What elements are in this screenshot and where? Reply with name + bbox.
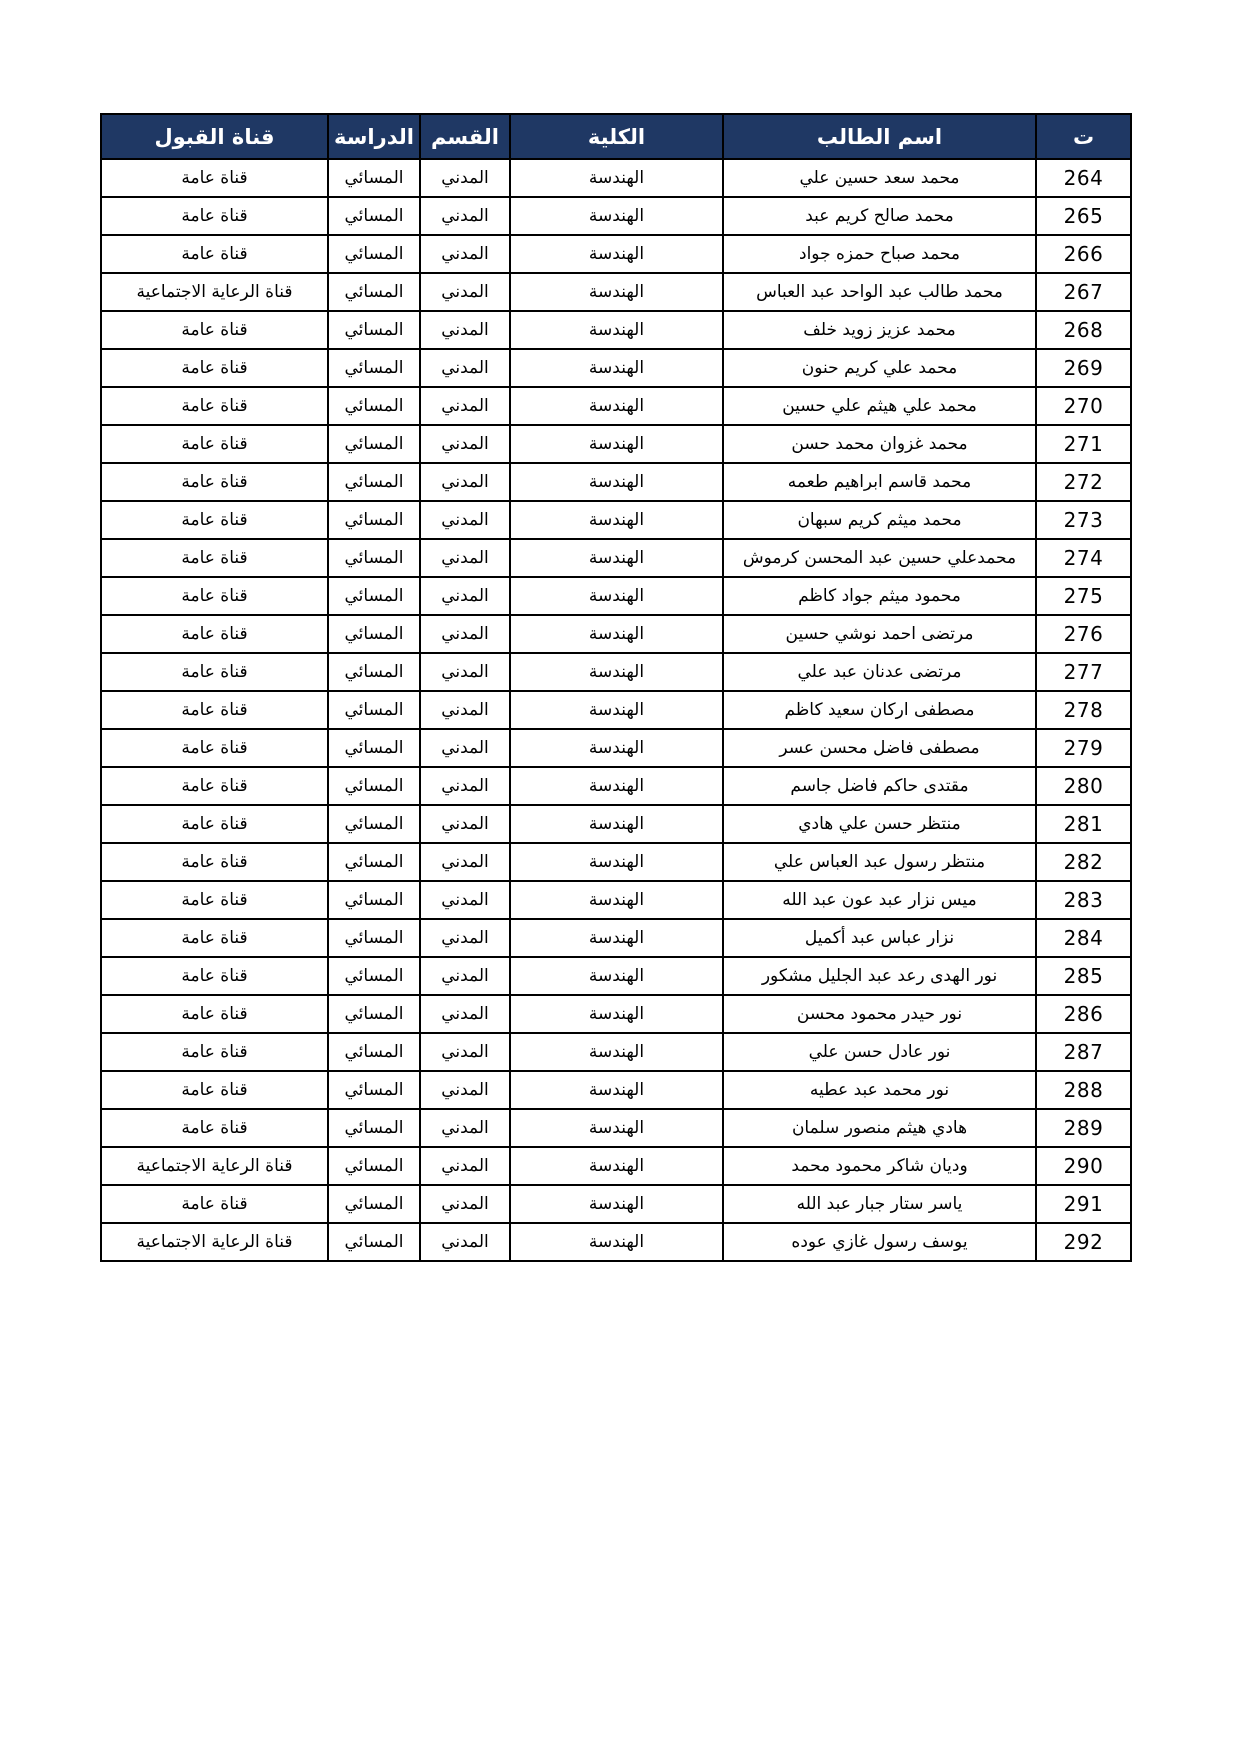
student-name-cell: محمدعلي حسين عبد المحسن كرموش [723, 539, 1036, 577]
table-row [101, 501, 1131, 539]
row-number-cell: 284 [1036, 919, 1131, 957]
department-cell: المدني [420, 1185, 510, 1223]
row-number-cell: 278 [1036, 691, 1131, 729]
college-cell: الهندسة [510, 501, 723, 539]
department-cell: المدني [420, 843, 510, 881]
study-type-cell: المسائي [328, 349, 420, 387]
row-number-cell: 264 [1036, 159, 1131, 197]
admission-channel-cell: قناة عامة [101, 159, 328, 197]
student-name-cell: محمد علي هيثم علي حسين [723, 387, 1036, 425]
study-type-cell: المسائي [328, 273, 420, 311]
admission-channel-cell: قناة عامة [101, 387, 328, 425]
department-cell: المدني [420, 691, 510, 729]
admission-channel-cell: قناة الرعاية الاجتماعية [101, 1147, 328, 1185]
admission-channel-cell: قناة عامة [101, 463, 328, 501]
table-row [101, 159, 1131, 197]
admission-channel-cell: قناة عامة [101, 843, 328, 881]
table-row [101, 729, 1131, 767]
row-number-cell: 271 [1036, 425, 1131, 463]
department-cell: المدني [420, 1071, 510, 1109]
study-type-cell: المسائي [328, 615, 420, 653]
department-cell: المدني [420, 919, 510, 957]
college-cell: الهندسة [510, 1223, 723, 1261]
student-name-cell: منتظر رسول عبد العباس علي [723, 843, 1036, 881]
department-cell: المدني [420, 653, 510, 691]
department-cell: المدني [420, 615, 510, 653]
department-cell: المدني [420, 767, 510, 805]
student-name-cell: محمد صالح كريم عبد [723, 197, 1036, 235]
student-name-cell: نور الهدى رعد عبد الجليل مشكور [723, 957, 1036, 995]
column-header-college: الكلية [510, 114, 723, 159]
college-cell: الهندسة [510, 197, 723, 235]
table-row [101, 957, 1131, 995]
row-number-cell: 289 [1036, 1109, 1131, 1147]
study-type-cell: المسائي [328, 463, 420, 501]
student-name-cell: ياسر ستار جبار عبد الله [723, 1185, 1036, 1223]
row-number-cell: 282 [1036, 843, 1131, 881]
row-number-cell: 279 [1036, 729, 1131, 767]
study-type-cell: المسائي [328, 957, 420, 995]
study-type-cell: المسائي [328, 1071, 420, 1109]
department-cell: المدني [420, 425, 510, 463]
admission-channel-cell: قناة عامة [101, 1033, 328, 1071]
table-row [101, 653, 1131, 691]
admission-channel-cell: قناة عامة [101, 1109, 328, 1147]
department-cell: المدني [420, 539, 510, 577]
college-cell: الهندسة [510, 349, 723, 387]
row-number-cell: 270 [1036, 387, 1131, 425]
student-name-cell: محمد عزيز زويد خلف [723, 311, 1036, 349]
row-number-cell: 288 [1036, 1071, 1131, 1109]
table-row [101, 349, 1131, 387]
department-cell: المدني [420, 995, 510, 1033]
row-number-cell: 283 [1036, 881, 1131, 919]
department-cell: المدني [420, 387, 510, 425]
college-cell: الهندسة [510, 539, 723, 577]
row-number-cell: 277 [1036, 653, 1131, 691]
admission-channel-cell: قناة عامة [101, 729, 328, 767]
study-type-cell: المسائي [328, 159, 420, 197]
row-number-cell: 287 [1036, 1033, 1131, 1071]
study-type-cell: المسائي [328, 311, 420, 349]
admission-channel-cell: قناة عامة [101, 349, 328, 387]
table-row [101, 691, 1131, 729]
admission-channel-cell: قناة عامة [101, 197, 328, 235]
admission-channel-cell: قناة عامة [101, 235, 328, 273]
department-cell: المدني [420, 1109, 510, 1147]
table-row [101, 1185, 1131, 1223]
row-number-cell: 281 [1036, 805, 1131, 843]
student-name-cell: نور حيدر محمود محسن [723, 995, 1036, 1033]
student-name-cell: محمود ميثم جواد كاظم [723, 577, 1036, 615]
department-cell: المدني [420, 957, 510, 995]
study-type-cell: المسائي [328, 1147, 420, 1185]
row-number-cell: 272 [1036, 463, 1131, 501]
department-cell: المدني [420, 273, 510, 311]
department-cell: المدني [420, 805, 510, 843]
college-cell: الهندسة [510, 425, 723, 463]
college-cell: الهندسة [510, 311, 723, 349]
row-number-cell: 265 [1036, 197, 1131, 235]
college-cell: الهندسة [510, 919, 723, 957]
college-cell: الهندسة [510, 881, 723, 919]
table-row [101, 1033, 1131, 1071]
admission-channel-cell: قناة الرعاية الاجتماعية [101, 1223, 328, 1261]
study-type-cell: المسائي [328, 425, 420, 463]
row-number-cell: 291 [1036, 1185, 1131, 1223]
student-name-cell: منتظر حسن علي هادي [723, 805, 1036, 843]
admission-table [100, 113, 1132, 1262]
college-cell: الهندسة [510, 463, 723, 501]
column-header-serial: ت [1036, 114, 1131, 159]
admission-channel-cell: قناة عامة [101, 881, 328, 919]
college-cell: الهندسة [510, 387, 723, 425]
column-header-study-type: الدراسة [328, 114, 420, 159]
table-row [101, 387, 1131, 425]
admission-channel-cell: قناة عامة [101, 767, 328, 805]
row-number-cell: 267 [1036, 273, 1131, 311]
row-number-cell: 269 [1036, 349, 1131, 387]
table-row [101, 767, 1131, 805]
college-cell: الهندسة [510, 957, 723, 995]
admission-channel-cell: قناة عامة [101, 995, 328, 1033]
table-row [101, 615, 1131, 653]
study-type-cell: المسائي [328, 995, 420, 1033]
table-row [101, 919, 1131, 957]
study-type-cell: المسائي [328, 843, 420, 881]
admission-channel-cell: قناة عامة [101, 577, 328, 615]
student-name-cell: نور محمد عبد عطيه [723, 1071, 1036, 1109]
student-name-cell: مصطفى فاضل محسن عسر [723, 729, 1036, 767]
table-row [101, 805, 1131, 843]
admission-channel-cell: قناة عامة [101, 1071, 328, 1109]
study-type-cell: المسائي [328, 1185, 420, 1223]
department-cell: المدني [420, 311, 510, 349]
college-cell: الهندسة [510, 1109, 723, 1147]
table-row [101, 1147, 1131, 1185]
row-number-cell: 275 [1036, 577, 1131, 615]
table-row [101, 995, 1131, 1033]
department-cell: المدني [420, 1147, 510, 1185]
study-type-cell: المسائي [328, 653, 420, 691]
table-row [101, 881, 1131, 919]
row-number-cell: 274 [1036, 539, 1131, 577]
table-row [101, 843, 1131, 881]
admission-channel-cell: قناة عامة [101, 653, 328, 691]
row-number-cell: 286 [1036, 995, 1131, 1033]
admission-channel-cell: قناة عامة [101, 539, 328, 577]
department-cell: المدني [420, 463, 510, 501]
study-type-cell: المسائي [328, 539, 420, 577]
student-name-cell: مقتدى حاكم فاضل جاسم [723, 767, 1036, 805]
table-row [101, 463, 1131, 501]
study-type-cell: المسائي [328, 767, 420, 805]
study-type-cell: المسائي [328, 919, 420, 957]
college-cell: الهندسة [510, 729, 723, 767]
department-cell: المدني [420, 881, 510, 919]
study-type-cell: المسائي [328, 235, 420, 273]
college-cell: الهندسة [510, 1033, 723, 1071]
college-cell: الهندسة [510, 1071, 723, 1109]
college-cell: الهندسة [510, 1185, 723, 1223]
row-number-cell: 266 [1036, 235, 1131, 273]
student-name-cell: محمد غزوان محمد حسن [723, 425, 1036, 463]
study-type-cell: المسائي [328, 881, 420, 919]
column-header-department: القسم [420, 114, 510, 159]
student-name-cell: نزار عباس عبد أكميل [723, 919, 1036, 957]
student-name-cell: مرتضى عدنان عبد علي [723, 653, 1036, 691]
department-cell: المدني [420, 235, 510, 273]
table-row [101, 311, 1131, 349]
college-cell: الهندسة [510, 767, 723, 805]
student-name-cell: محمد قاسم ابراهيم طعمه [723, 463, 1036, 501]
column-header-student-name: اسم الطالب [723, 114, 1036, 159]
table-row [101, 425, 1131, 463]
student-name-cell: محمد سعد حسين علي [723, 159, 1036, 197]
department-cell: المدني [420, 577, 510, 615]
college-cell: الهندسة [510, 691, 723, 729]
college-cell: الهندسة [510, 273, 723, 311]
student-name-cell: هادي هيثم منصور سلمان [723, 1109, 1036, 1147]
study-type-cell: المسائي [328, 501, 420, 539]
college-cell: الهندسة [510, 577, 723, 615]
admission-channel-cell: قناة عامة [101, 1185, 328, 1223]
study-type-cell: المسائي [328, 1033, 420, 1071]
study-type-cell: المسائي [328, 729, 420, 767]
admission-channel-cell: قناة عامة [101, 501, 328, 539]
admission-channel-cell: قناة عامة [101, 919, 328, 957]
study-type-cell: المسائي [328, 691, 420, 729]
college-cell: الهندسة [510, 235, 723, 273]
row-number-cell: 273 [1036, 501, 1131, 539]
study-type-cell: المسائي [328, 1109, 420, 1147]
table-row [101, 235, 1131, 273]
college-cell: الهندسة [510, 805, 723, 843]
row-number-cell: 290 [1036, 1147, 1131, 1185]
student-name-cell: يوسف رسول غازي عوده [723, 1223, 1036, 1261]
college-cell: الهندسة [510, 159, 723, 197]
table-row [101, 273, 1131, 311]
table-body [101, 159, 1131, 1261]
student-name-cell: مرتضى احمد نوشي حسين [723, 615, 1036, 653]
table-row [101, 1223, 1131, 1261]
row-number-cell: 285 [1036, 957, 1131, 995]
study-type-cell: المسائي [328, 387, 420, 425]
department-cell: المدني [420, 197, 510, 235]
admission-channel-cell: قناة عامة [101, 957, 328, 995]
study-type-cell: المسائي [328, 805, 420, 843]
student-name-cell: محمد علي كريم حنون [723, 349, 1036, 387]
student-name-cell: مصطفى اركان سعيد كاظم [723, 691, 1036, 729]
admission-channel-cell: قناة عامة [101, 425, 328, 463]
department-cell: المدني [420, 729, 510, 767]
student-name-cell: محمد صباح حمزه جواد [723, 235, 1036, 273]
college-cell: الهندسة [510, 843, 723, 881]
table-row [101, 197, 1131, 235]
admission-channel-cell: قناة عامة [101, 805, 328, 843]
study-type-cell: المسائي [328, 197, 420, 235]
row-number-cell: 280 [1036, 767, 1131, 805]
row-number-cell: 292 [1036, 1223, 1131, 1261]
department-cell: المدني [420, 159, 510, 197]
department-cell: المدني [420, 349, 510, 387]
admission-channel-cell: قناة عامة [101, 615, 328, 653]
row-number-cell: 268 [1036, 311, 1131, 349]
department-cell: المدني [420, 1033, 510, 1071]
student-name-cell: نور عادل حسن علي [723, 1033, 1036, 1071]
admission-channel-cell: قناة عامة [101, 311, 328, 349]
student-name-cell: ميس نزار عبد عون عبد الله [723, 881, 1036, 919]
header-row [101, 114, 1131, 159]
admission-channel-cell: قناة عامة [101, 691, 328, 729]
table-row [101, 1109, 1131, 1147]
college-cell: الهندسة [510, 1147, 723, 1185]
department-cell: المدني [420, 501, 510, 539]
row-number-cell: 276 [1036, 615, 1131, 653]
college-cell: الهندسة [510, 615, 723, 653]
admission-channel-cell: قناة الرعاية الاجتماعية [101, 273, 328, 311]
college-cell: الهندسة [510, 653, 723, 691]
student-name-cell: وديان شاكر محمود محمد [723, 1147, 1036, 1185]
column-header-admission-channel: قناة القبول [101, 114, 328, 159]
table-row [101, 1071, 1131, 1109]
study-type-cell: المسائي [328, 1223, 420, 1261]
table-row [101, 577, 1131, 615]
department-cell: المدني [420, 1223, 510, 1261]
student-name-cell: محمد ميثم كريم سبهان [723, 501, 1036, 539]
student-name-cell: محمد طالب عبد الواحد عبد العباس [723, 273, 1036, 311]
college-cell: الهندسة [510, 995, 723, 1033]
table-row [101, 539, 1131, 577]
study-type-cell: المسائي [328, 577, 420, 615]
